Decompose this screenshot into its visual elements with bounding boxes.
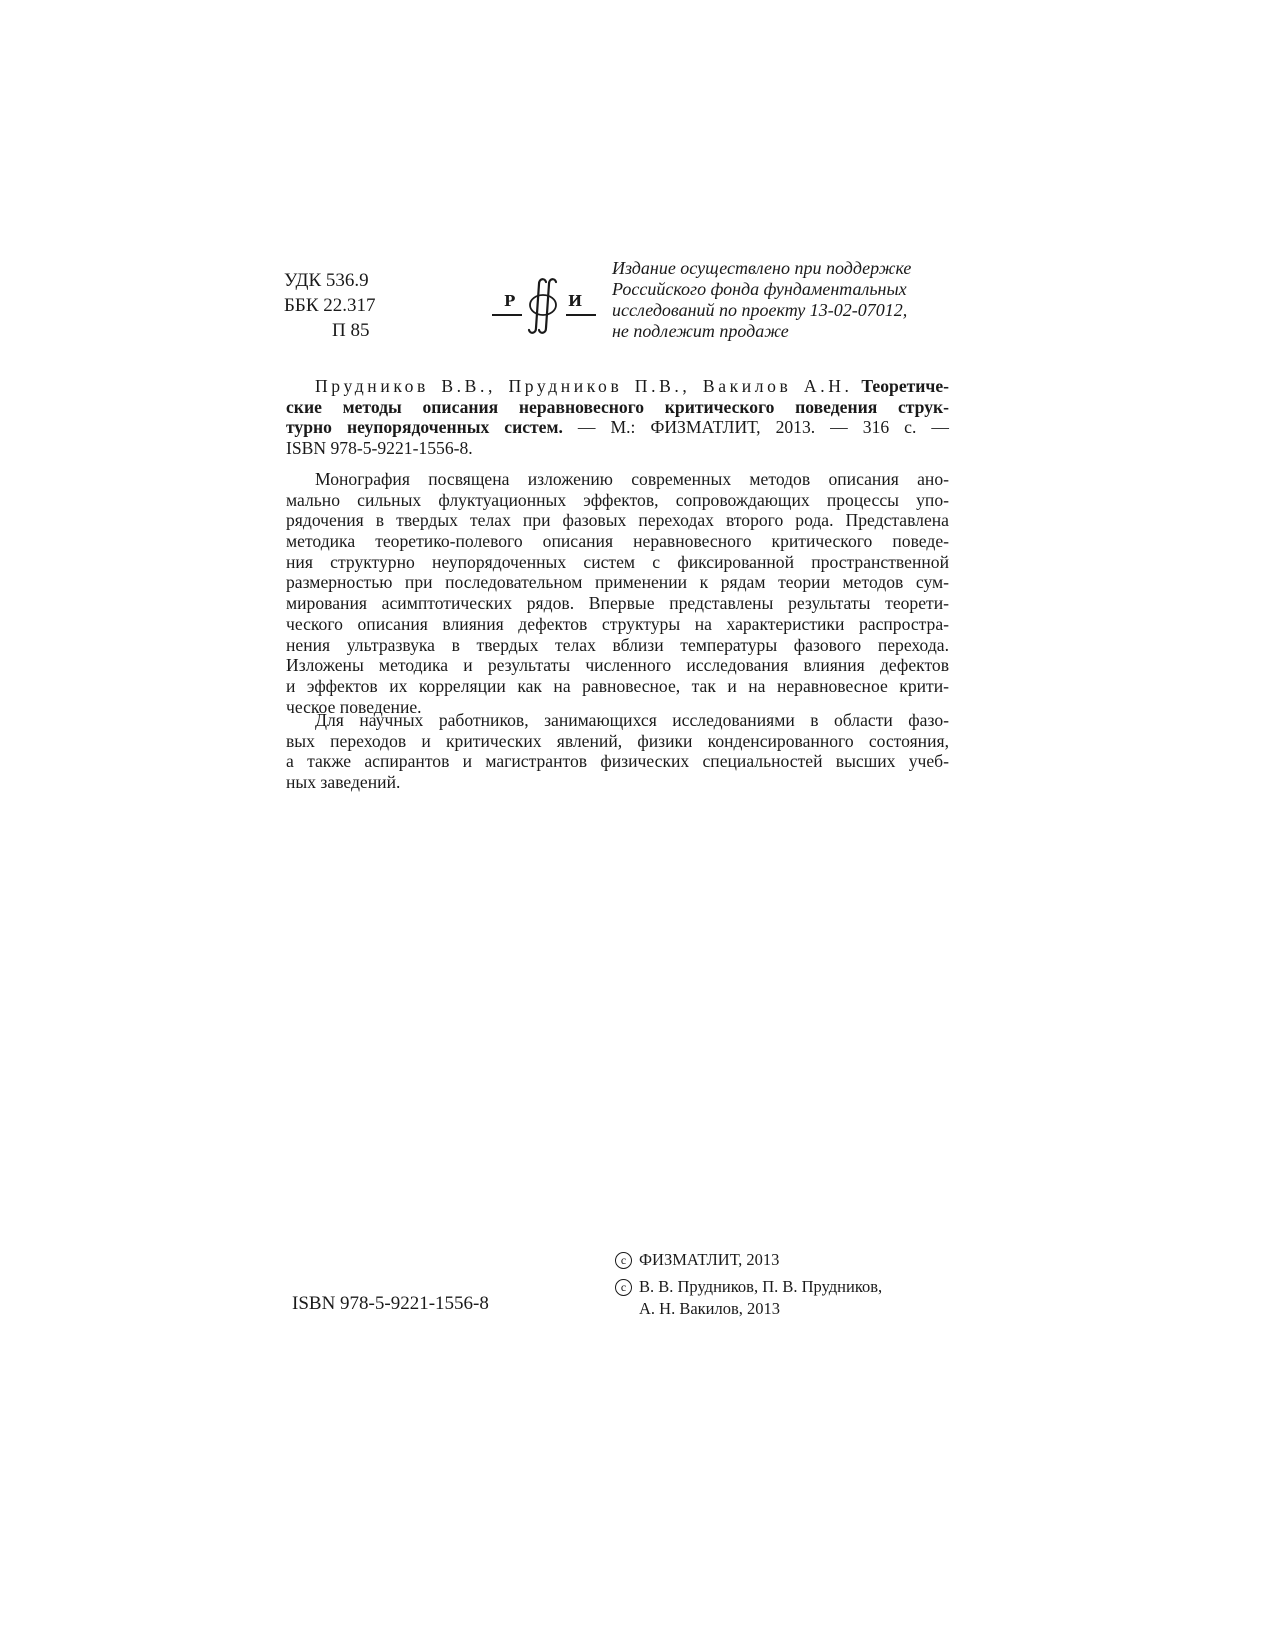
copyright-authors-line: А. Н. Вакилов, 2013 [639,1299,781,1318]
abstract-line: методика теоретико-полевого описания неравновесного критического поведе- [286,531,949,552]
support-note-line: исследований по проекту 13-02-07012, [612,300,908,320]
logo-rule-left [492,314,522,316]
audience-line: а также аспирантов и магистрантов физических специальностей высших учеб- [286,751,949,772]
audience-line: вых переходов и критических явлений, физики конденсированного состояния, [286,730,949,751]
integral-logo-icon [522,276,566,336]
logo-rule-right [566,314,596,316]
abstract-line: ческое поведение. [286,696,422,717]
abstract-line: и эффектов их корреляции как на равновесное, так и на неравновесное крити- [286,675,949,696]
bbk-code: ББК 22.317 [284,295,376,316]
copyright-icon: c [615,1279,632,1296]
abstract-line: размерностью при последовательном применении к рядам теории методов сум- [286,572,949,593]
abstract-line: Монография посвящена изложению современных методов описания ано- [315,469,949,489]
copyright-publisher-entry [615,1249,882,1271]
citation-line [286,417,949,438]
support-note-line: не подлежит продаже [612,321,789,341]
citation-authors: Прудников В.В., Прудников П.В., Вакилов А.Н. [315,376,853,396]
citation-title: ские методы описания неравновесного критического поведения струк- [286,396,949,417]
audience-paragraph [286,710,949,793]
rffi-logo [492,276,596,336]
support-note [612,258,957,342]
copyright-authors-line: В. В. Прудников, П. В. Прудников, [639,1277,883,1296]
abstract-line: Изложены методика и результаты численного исследования влияния дефектов [286,655,949,676]
abstract-line: ческого описания влияния дефектов структуры на характеристики распростра- [286,613,949,634]
copyright-icon: c [615,1252,632,1269]
abstract-line: мирования асимптотических рядов. Впервые представлены результаты теорети- [286,593,949,614]
author-mark: П 85 [332,320,370,341]
abstract-line: рядочения в твердых телах при фазовых переходах второго рода. Представлена [286,510,949,531]
citation-title: турно неупорядоченных систем. [286,417,563,438]
support-note-line: Издание осуществлено при поддержке [612,258,912,278]
abstract-line: мально сильных флуктуационных эффектов, сопровождающих процессы упо- [286,489,949,510]
udk-code: УДК 536.9 [284,270,369,291]
citation-line [286,376,949,397]
logo-letter-r: Р [504,292,516,310]
logo-letter-i: И [568,292,583,310]
citation-isbn: ISBN 978-5-9221-1556-8. [286,438,473,459]
audience-line: ных заведений. [286,772,401,793]
bibliographic-citation [286,376,949,459]
support-note-line: Российского фонда фундаментальных [612,279,907,299]
copyright-notices [615,1249,882,1320]
copyright-authors-entry [615,1276,882,1320]
copyright-publisher: ФИЗМАТЛИТ, 2013 [639,1250,780,1269]
audience-line: Для научных работников, занимающихся исследованиями в области фазо- [315,710,949,730]
citation-publisher: — М.: ФИЗМАТЛИТ, 2013. — 316 с. — [577,417,949,438]
abstract-paragraph [286,469,949,717]
abstract-line: нения ультразвука в твердых телах вблизи температуры фазового перехода. [286,634,949,655]
isbn-number: ISBN 978-5-9221-1556-8 [292,1293,489,1314]
abstract-line: ния структурно неупорядоченных систем с фиксированной пространственной [286,551,949,572]
classification-codes [284,268,376,343]
citation-title: Теоретиче- [861,376,949,396]
